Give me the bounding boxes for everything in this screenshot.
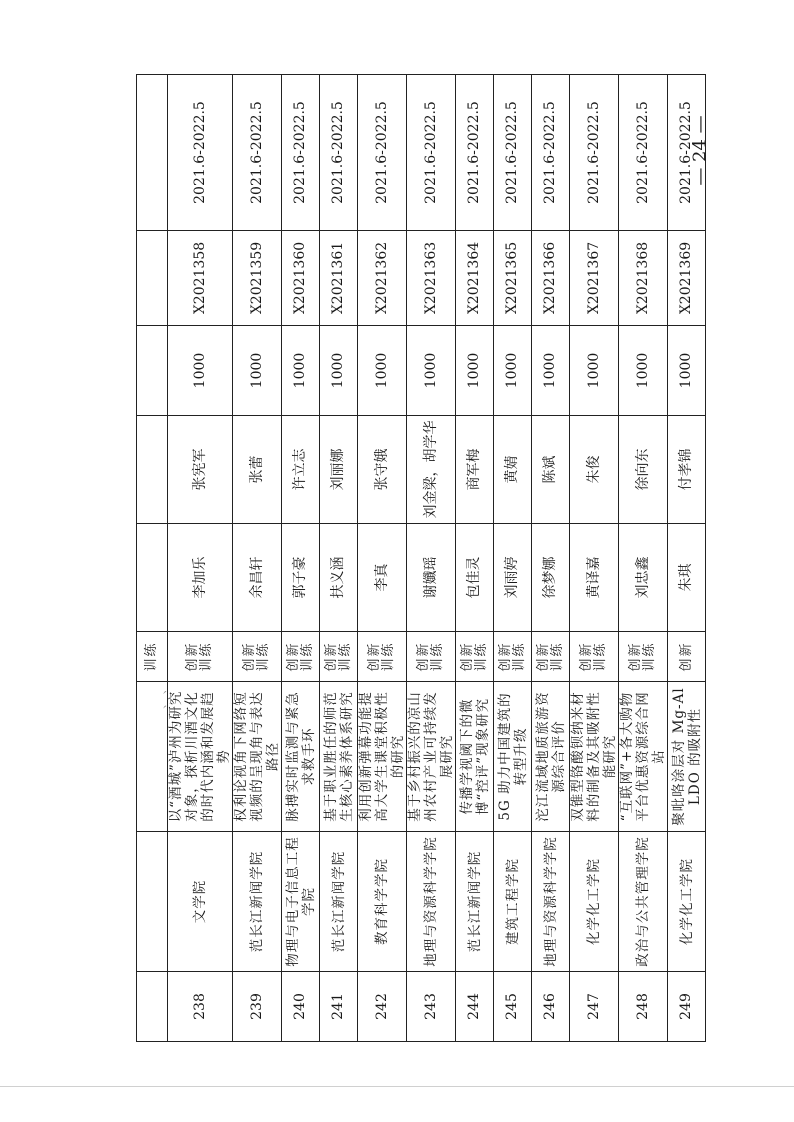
college-name: 政治与公共管理学院 bbox=[619, 832, 668, 972]
project-type: 创新训练 bbox=[407, 632, 456, 682]
funding-amount: 1000 bbox=[456, 326, 494, 416]
project-period: 2021.6-2022.5 bbox=[282, 75, 320, 231]
table-body bbox=[137, 75, 706, 1042]
table-row bbox=[407, 75, 456, 1042]
table-row bbox=[168, 75, 233, 1042]
project-type: 创新训练 bbox=[320, 632, 358, 682]
table-row bbox=[320, 75, 358, 1042]
project-type: 创新训练 bbox=[282, 632, 320, 682]
header-cell bbox=[137, 326, 168, 416]
table-row bbox=[456, 75, 494, 1042]
project-period: 2021.6-2022.5 bbox=[320, 75, 358, 231]
project-period: 2021.6-2022.5 bbox=[456, 75, 494, 231]
advisor-name: 张宪军 bbox=[168, 416, 233, 524]
funding-amount: 1000 bbox=[619, 326, 668, 416]
page-number-text: — 24 — bbox=[689, 114, 711, 186]
project-leader: 扶义涵 bbox=[320, 524, 358, 632]
table-row bbox=[668, 75, 706, 1042]
college-name: 范长江新闻学院 bbox=[456, 832, 494, 972]
project-code: X2021364 bbox=[456, 231, 494, 326]
project-period: 2021.6-2022.5 bbox=[168, 75, 233, 231]
header-cell: 训练 bbox=[137, 632, 168, 682]
project-title: 沱江流域地质旅游资源综合评价 bbox=[532, 682, 570, 832]
project-type: 创新训练 bbox=[532, 632, 570, 682]
scan-mark: 、 、 bbox=[154, 683, 168, 709]
funding-amount: 1000 bbox=[233, 326, 282, 416]
project-code: X2021358 bbox=[168, 231, 233, 326]
row-number: 238 bbox=[168, 972, 233, 1042]
table-row bbox=[570, 75, 619, 1042]
project-leader: 徐梦娜 bbox=[532, 524, 570, 632]
project-code: X2021359 bbox=[233, 231, 282, 326]
row-number: 244 bbox=[456, 972, 494, 1042]
funding-amount: 1000 bbox=[668, 326, 706, 416]
project-leader: 余昌轩 bbox=[233, 524, 282, 632]
college-name: 范长江新闻学院 bbox=[320, 832, 358, 972]
project-title: 双锥型铬酸钡纳米材料的制备及其吸附性能研究 bbox=[570, 682, 619, 832]
college-name: 化学化工学院 bbox=[668, 832, 706, 972]
project-leader: 包佳灵 bbox=[456, 524, 494, 632]
row-number: 249 bbox=[668, 972, 706, 1042]
header-cell bbox=[137, 524, 168, 632]
project-code: X2021368 bbox=[619, 231, 668, 326]
project-table bbox=[136, 74, 706, 1042]
advisor-name: 徐向东 bbox=[619, 416, 668, 524]
header-cell bbox=[137, 231, 168, 326]
project-code: X2021360 bbox=[282, 231, 320, 326]
project-period: 2021.6-2022.5 bbox=[619, 75, 668, 231]
project-period: 2021.6-2022.5 bbox=[532, 75, 570, 231]
advisor-name: 黄婧 bbox=[494, 416, 532, 524]
table-row bbox=[233, 75, 282, 1042]
college-name: 物理与电子信息工程学院 bbox=[282, 832, 320, 972]
college-name: 地理与资源科学学院 bbox=[532, 832, 570, 972]
row-number: 246 bbox=[532, 972, 570, 1042]
project-type: 创新训练 bbox=[233, 632, 282, 682]
project-title: 权利论视角下网络短视频的呈现角与表达路径 bbox=[233, 682, 282, 832]
project-period: 2021.6-2022.5 bbox=[494, 75, 532, 231]
row-number: 243 bbox=[407, 972, 456, 1042]
project-leader: 郭子豪 bbox=[282, 524, 320, 632]
funding-amount: 1000 bbox=[494, 326, 532, 416]
project-code: X2021362 bbox=[358, 231, 407, 326]
project-leader: 谢孅瑶 bbox=[407, 524, 456, 632]
college-name: 文学院 bbox=[168, 832, 233, 972]
project-title: 利用创新弹幕功能提高大学生课堂积极性的研究 bbox=[358, 682, 407, 832]
project-code: X2021366 bbox=[532, 231, 570, 326]
project-type: 创新训练 bbox=[570, 632, 619, 682]
advisor-name: 商军梅 bbox=[456, 416, 494, 524]
header-cell bbox=[137, 832, 168, 972]
project-title: 5G 助力中国建筑的转型升级 bbox=[494, 682, 532, 832]
funding-amount: 1000 bbox=[358, 326, 407, 416]
project-leader: 李加乐 bbox=[168, 524, 233, 632]
funding-amount: 1000 bbox=[532, 326, 570, 416]
project-period: 2021.6-2022.5 bbox=[358, 75, 407, 231]
row-number: 240 bbox=[282, 972, 320, 1042]
college-name: 范长江新闻学院 bbox=[233, 832, 282, 972]
project-leader: 朱琪 bbox=[668, 524, 706, 632]
row-number: 248 bbox=[619, 972, 668, 1042]
advisor-name: 陈斌 bbox=[532, 416, 570, 524]
funding-amount: 1000 bbox=[320, 326, 358, 416]
project-title: 传播学视阈下的微博“控评”现象研究 bbox=[456, 682, 494, 832]
project-title: 基于乡村振兴的凉山州农村产业可持续发展研究 bbox=[407, 682, 456, 832]
header-cell bbox=[137, 682, 168, 832]
funding-amount: 1000 bbox=[168, 326, 233, 416]
project-type: 创新训练 bbox=[619, 632, 668, 682]
table-row bbox=[532, 75, 570, 1042]
project-type: 创新训练 bbox=[456, 632, 494, 682]
project-code: X2021365 bbox=[494, 231, 532, 326]
table-row bbox=[494, 75, 532, 1042]
table-row bbox=[358, 75, 407, 1042]
project-leader: 李真 bbox=[358, 524, 407, 632]
advisor-name: 付孝锦 bbox=[668, 416, 706, 524]
row-number: 245 bbox=[494, 972, 532, 1042]
advisor-name: 刘金梁，胡学华 bbox=[407, 416, 456, 524]
header-cell bbox=[137, 972, 168, 1042]
project-title: 聚吡咯涂层对 Mg-Al LDO 的吸附性 bbox=[668, 682, 706, 832]
row-number: 239 bbox=[233, 972, 282, 1042]
table-row bbox=[619, 75, 668, 1042]
project-type: 创新训练 bbox=[168, 632, 233, 682]
project-leader: 刘忠鑫 bbox=[619, 524, 668, 632]
project-title: 以“酒城”泸州为研究对象，探析川酒文化的时代内涵和发展趋势 bbox=[168, 682, 233, 832]
advisor-name: 朱俊 bbox=[570, 416, 619, 524]
project-title: 基于职业胜任的师范生核心素养体系研究 bbox=[320, 682, 358, 832]
project-type: 创新 bbox=[668, 632, 706, 682]
project-code: X2021367 bbox=[570, 231, 619, 326]
row-number: 241 bbox=[320, 972, 358, 1042]
college-name: 化学化工学院 bbox=[570, 832, 619, 972]
project-type: 创新训练 bbox=[494, 632, 532, 682]
row-number: 247 bbox=[570, 972, 619, 1042]
funding-amount: 1000 bbox=[282, 326, 320, 416]
advisor-name: 刘丽娜 bbox=[320, 416, 358, 524]
row-number: 242 bbox=[358, 972, 407, 1042]
project-type: 创新训练 bbox=[358, 632, 407, 682]
project-title: 脉搏实时监测与紧急求救手环 bbox=[282, 682, 320, 832]
college-name: 建筑工程学院 bbox=[494, 832, 532, 972]
project-code: X2021363 bbox=[407, 231, 456, 326]
funding-amount: 1000 bbox=[407, 326, 456, 416]
project-period: 2021.6-2022.5 bbox=[233, 75, 282, 231]
advisor-name: 许立志 bbox=[282, 416, 320, 524]
advisor-name: 张守娥 bbox=[358, 416, 407, 524]
funding-amount: 1000 bbox=[570, 326, 619, 416]
header-cell bbox=[137, 75, 168, 231]
project-code: X2021369 bbox=[668, 231, 706, 326]
project-leader: 黄译嘉 bbox=[570, 524, 619, 632]
project-leader: 刘雨婷 bbox=[494, 524, 532, 632]
project-period: 2021.6-2022.5 bbox=[668, 75, 706, 231]
project-period: 2021.6-2022.5 bbox=[570, 75, 619, 231]
table-header-row bbox=[137, 75, 168, 1042]
table-row bbox=[282, 75, 320, 1042]
header-cell bbox=[137, 416, 168, 524]
project-title: “互联网”+各大购物平台优惠资源综合网站 bbox=[619, 682, 668, 832]
project-period: 2021.6-2022.5 bbox=[407, 75, 456, 231]
project-code: X2021361 bbox=[320, 231, 358, 326]
college-name: 地理与资源科学学院 bbox=[407, 832, 456, 972]
advisor-name: 张蕾 bbox=[233, 416, 282, 524]
college-name: 教育科学学院 bbox=[358, 832, 407, 972]
